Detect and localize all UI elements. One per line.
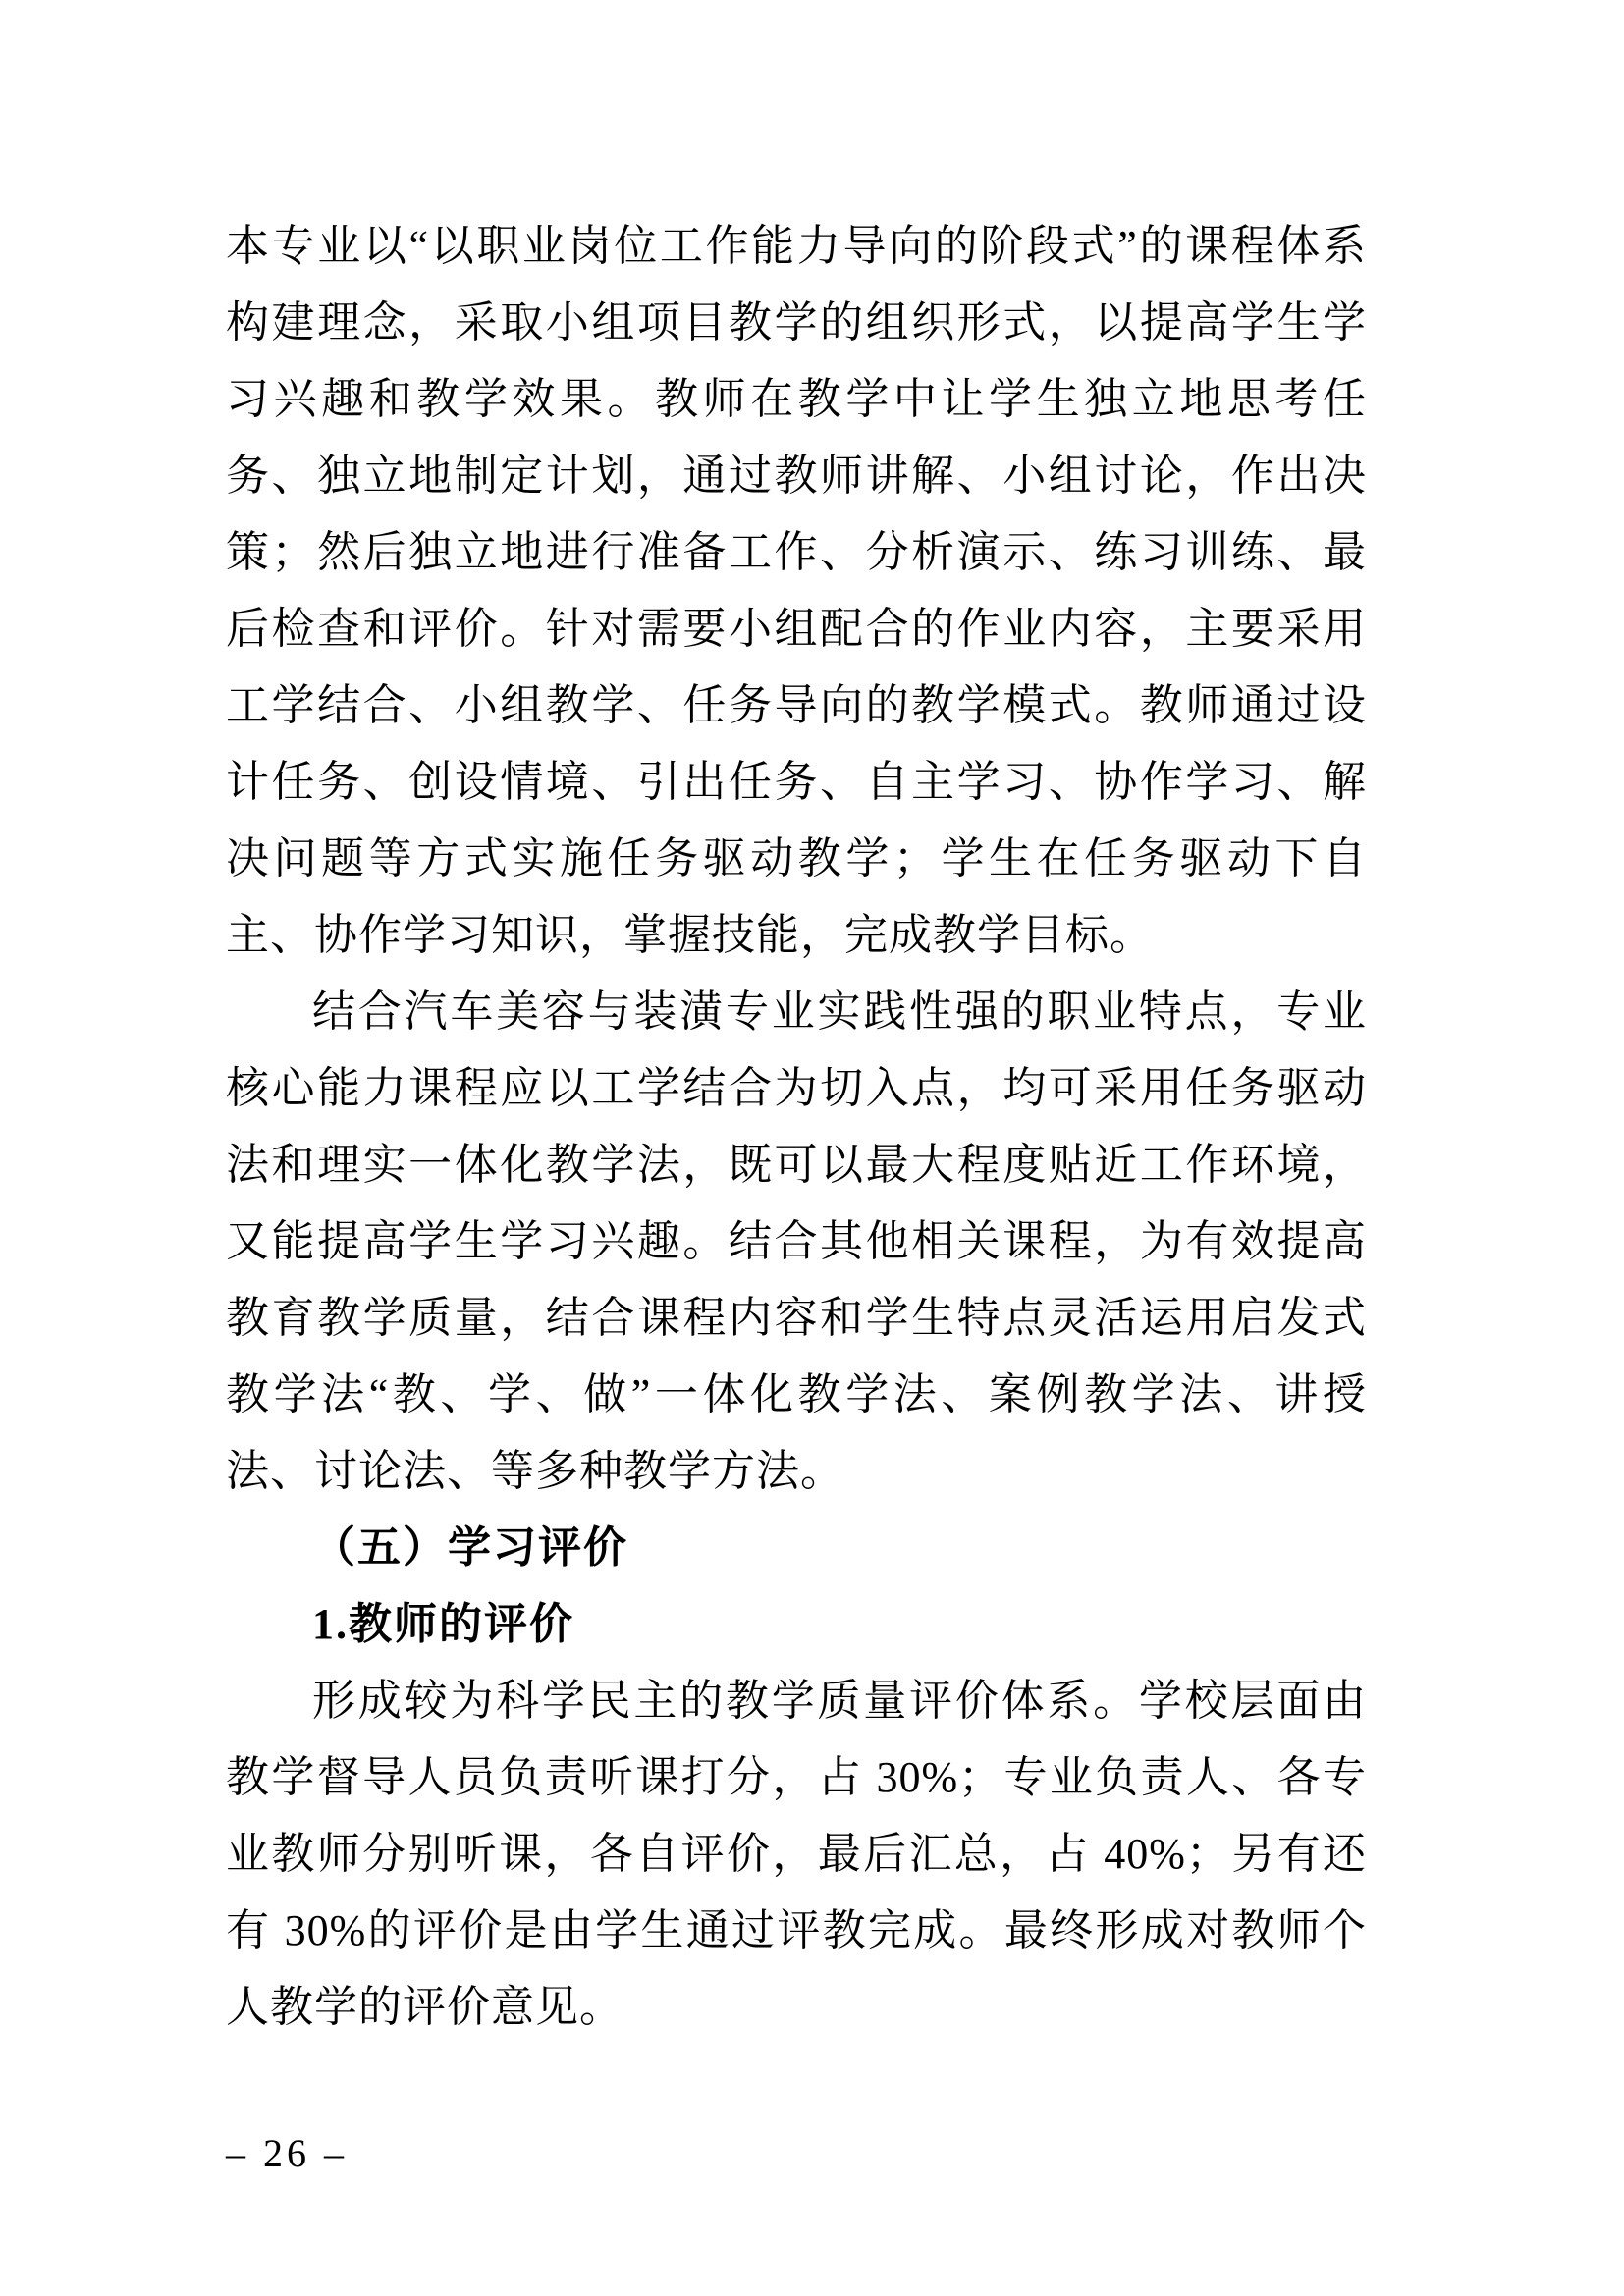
subsection-heading-teacher-evaluation: 1.教师的评价 [312, 1600, 574, 1648]
page-number: – 26 – [226, 2131, 348, 2175]
section-heading-learning-evaluation: （五）学习评价 [312, 1523, 628, 1572]
document-body [226, 208, 1367, 2046]
paragraph-course-teaching-methods: 结合汽车美容与装潢专业实践性强的职业特点，专业核心能力课程应以工学结合为切入点，均可采用任务驱动法和理实一体化教学法，既可以最大程度贴近工作环境，又能提高学生学习兴趣。结合其他相关课程，为有效提高教育教学质量，结合课程内容和学生特点灵活运用启发式教学法“教、学、做”一体化教学法、案例教学法、讲授法、讨论法、等多种教学方法。 [226, 988, 1367, 1495]
paragraph-teaching-organization: 本专业以“以职业岗位工作能力导向的阶段式”的课程体系构建理念，采取小组项目教学的组织形式，以提高学生学习兴趣和教学效果。教师在教学中让学生独立地思考任务、独立地制定计划，通过教师讲解、小组讨论，作出决策；然后独立地进行准备工作、分析演示、练习训练、最后检查和评价。针对需要小组配合的作业内容，主要采用工学结合、小组教学、任务导向的教学模式。教师通过设计任务、创设情境、引出任务、自主学习、协作学习、解决问题等方式实施任务驱动教学；学生在任务驱动下自主、协作学习知识，掌握技能，完成教学目标。 [226, 222, 1367, 959]
paragraph-teacher-evaluation-detail: 形成较为科学民主的教学质量评价体系。学校层面由教学督导人员负责听课打分，占 30%；专业负责人、各专业教师分别听课，各自评价，最后汇总，占 40%；另有还有 30%的评价是由学生通过评教完成。最终形成对教师个人教学的评价意见。 [226, 1677, 1367, 2031]
